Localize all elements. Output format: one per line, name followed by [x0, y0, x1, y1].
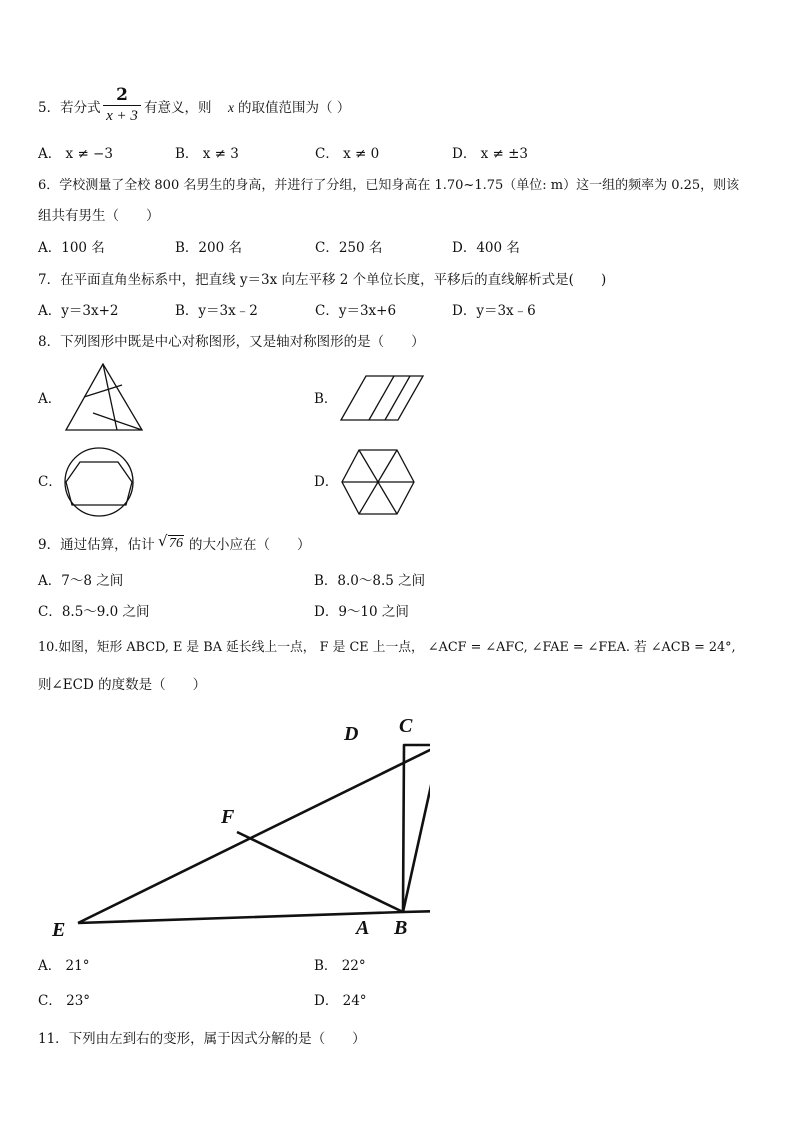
q9-prefix: 9．通过估算，估计 [38, 537, 155, 553]
q8-label-a: A． [38, 391, 62, 407]
q6-option-a: A．100 名 [38, 240, 105, 256]
q10-label-f: F [221, 806, 235, 828]
q8-text: 8．下列图形中既是中心对称图形，又是轴对称图形的是（ ） [38, 334, 425, 350]
q6-option-b: B．200 名 [175, 240, 242, 256]
q10-label-e: E [52, 919, 66, 941]
q9-radicand: 76 [169, 536, 183, 551]
q8-label-c: C． [38, 474, 62, 490]
q10-label-d: D [344, 723, 359, 745]
q5-suffix-a: 有意义，则 [144, 100, 212, 116]
q10-segment-a-b-c [403, 745, 430, 912]
q5-option-b: B． x ≠ 3 [175, 146, 239, 162]
q5-var: x [228, 100, 234, 115]
q10-option-a: A． 21° [38, 958, 90, 974]
q10-label-c: C [399, 715, 413, 737]
q6-option-c: C．250 名 [315, 240, 383, 256]
q10-option-d: D． 24° [314, 993, 367, 1009]
q6-line1: 6．学校测量了全校 800 名男生的身高，并进行了分组，已知身高在 1.70~1.75（单位: m）这一组的频率为 0.25，则该 [38, 178, 740, 193]
q8-figure-a-triangle-icon [62, 360, 146, 434]
q8-figure-c-circle-trapezoid-icon [62, 445, 136, 519]
q10-line1: 10.如图，矩形 ABCD, E 是 BA 延长线上一点， F 是 CE 上一点， ∠ACF = ∠AFC, ∠FAE = ∠FEA. 若 ∠ACB = 24°, [38, 640, 736, 655]
q8-label-b: B． [314, 391, 338, 407]
q9-option-d: D．9～10 之间 [314, 604, 409, 620]
q7-text: 7．在平面直角坐标系中，把直线 y＝3x 向左平移 2 个单位长度，平移后的直线解析式是( ) [38, 272, 607, 288]
q5-prefix: 5．若分式 [38, 100, 101, 116]
q5-option-d: D． x ≠ ±3 [452, 146, 529, 162]
q8-figure-b-parallelogram-icon [338, 373, 426, 423]
q11-text: 11．下列由左到右的变形，属于因式分解的是（ ） [38, 1031, 366, 1047]
q5-frac-denominator: x + 3 [106, 108, 138, 124]
q8-label-d: D． [314, 474, 339, 490]
q5-frac-numerator: 2 [116, 85, 128, 105]
q10-option-b: B． 22° [314, 958, 366, 974]
q10-option-c: C． 23° [38, 993, 91, 1009]
q7-option-b: B．y＝3x﹣2 [175, 303, 258, 319]
q5-fraction [103, 86, 141, 125]
q10-segment-a-c [403, 745, 430, 912]
q10-line2: 则∠ECD 的度数是（ ） [38, 677, 207, 693]
q10-segment-e-c [78, 745, 430, 923]
q5-suffix-b: 的取值范围为（ ） [238, 100, 351, 116]
q8-figure-d-hexagon-icon [340, 447, 416, 517]
q9-option-c: C．8.5～9.0 之间 [38, 604, 150, 620]
q10-label-b: B [394, 917, 408, 939]
q7-option-a: A．y＝3x+2 [38, 303, 119, 319]
q7-option-d: D．y＝3x﹣6 [452, 303, 536, 319]
q9-option-b: B．8.0～8.5 之间 [314, 573, 426, 589]
q9-option-a: A．7～8 之间 [38, 573, 124, 589]
q5-option-c: C． x ≠ 0 [315, 146, 380, 162]
q7-option-c: C．y＝3x+6 [315, 303, 397, 319]
q10-segment-f-a [237, 832, 403, 912]
q6-line2: 组共有男生（ ） [38, 208, 160, 224]
q9-sqrt-icon: √ [158, 532, 168, 550]
q5-option-a: A． x ≠ −3 [38, 146, 113, 162]
q9-suffix: 的大小应在（ ） [189, 537, 311, 553]
q10-label-a: A [356, 917, 370, 939]
q10-geometry-figure [40, 705, 430, 950]
q6-option-d: D．400 名 [452, 240, 520, 256]
